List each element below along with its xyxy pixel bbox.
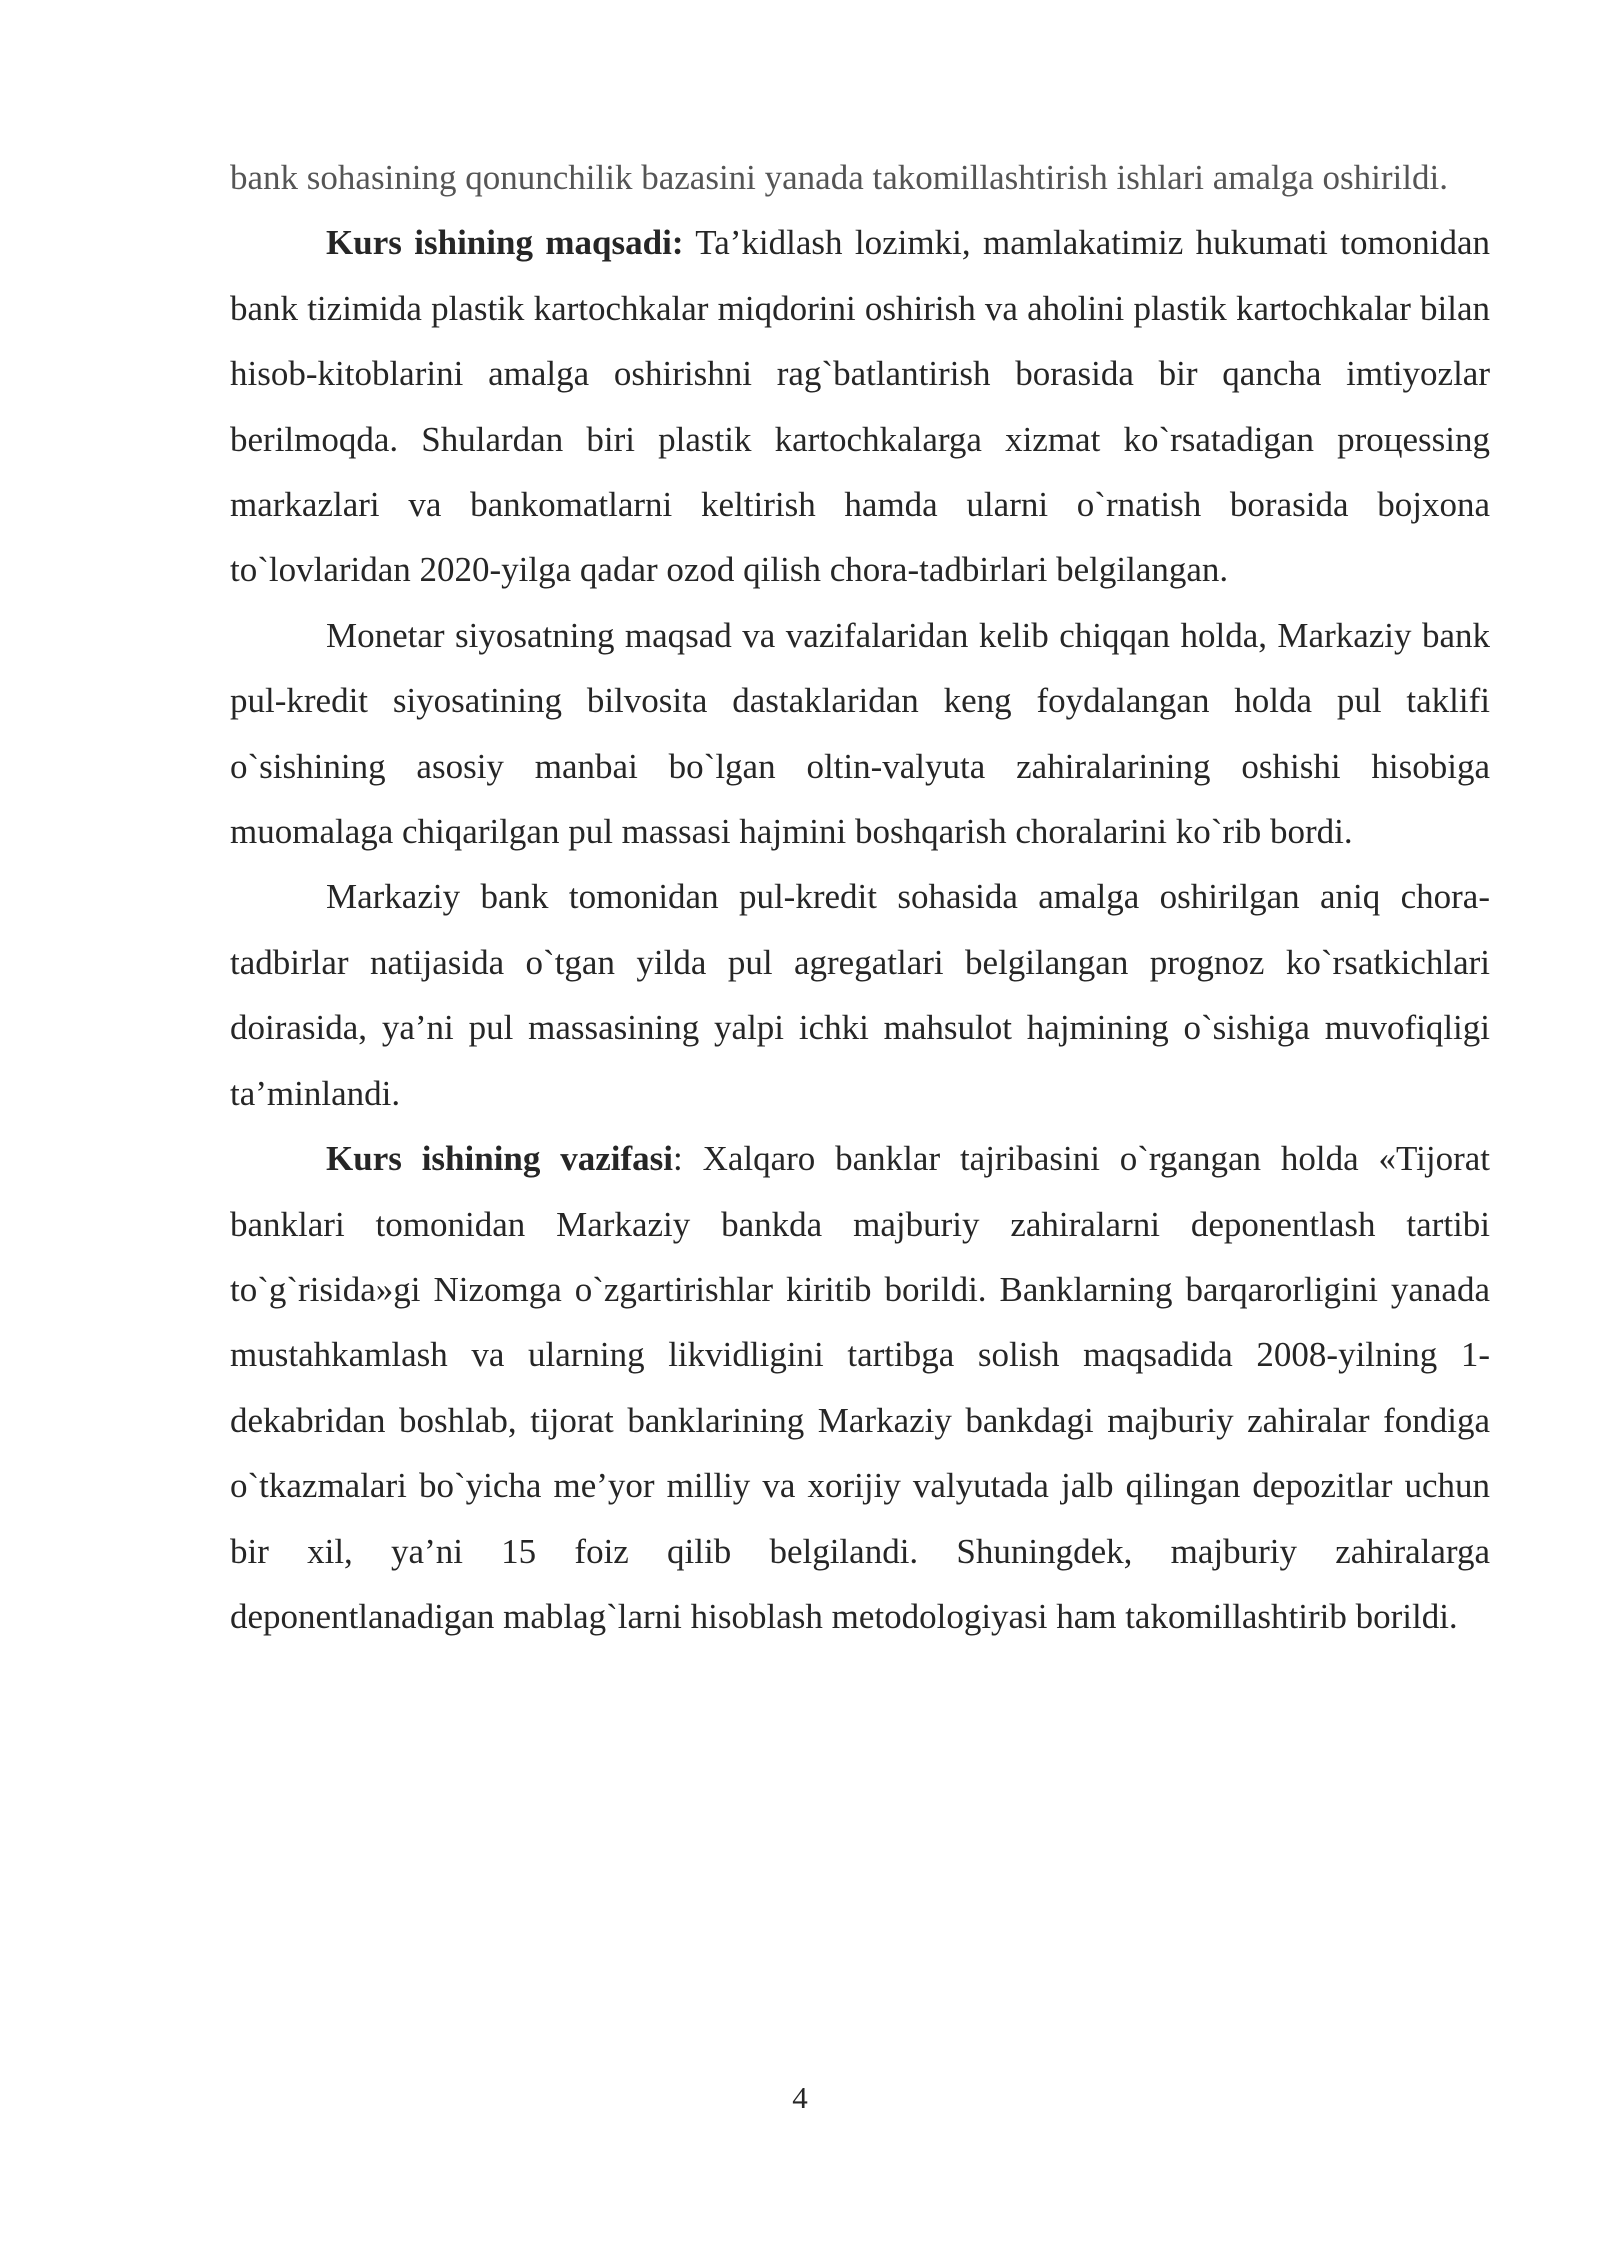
paragraph-text: Markaziy bank tomonidan pul-kredit sohasida amalga oshirilgan aniq chora-tadbirlar natijasida o`tgan yilda pul agregatlari belgilangan prognoz ko`rsatkichlari doirasida, ya’ni pul massasining yalpi ichki mahsulot hajmining o`sishiga muvofiqligi ta’minlandi.	[230, 877, 1490, 1113]
paragraph-text: : Xalqaro banklar tajribasini o`rgangan holda «Tijorat banklari tomonidan Markaziy bankda majburiy zahiralarni deponentlash tartibi to`g`risida»gi Nizomga o`zgartirishlar kiritib borildi. Banklarning barqarorligini yanada mustahkamlash va ularning likvidligini tartibga solish maqsadida 2008-yilning 1-dekabridan boshlab, tijorat banklarining Markaziy bankdagi majburiy zahiralar fondiga o`tkazmalari bo`yicha me’yor milliy va xorijiy valyutada jalb qilingan depozitlar uchun bir xil, ya’ni 15 foiz qilib belgilandi. Shuningdek, majburiy zahiralarga deponentlanadigan mablag`larni hisoblash metodologiyasi ham takomillashtirib borildi.	[230, 1139, 1490, 1636]
paragraph-course-goal	[230, 210, 1490, 602]
paragraph-continuation	[230, 145, 1490, 210]
page-number: 4	[792, 2080, 808, 2115]
paragraph-text: Monetar siyosatning maqsad va vazifalaridan kelib chiqqan holda, Markaziy bank pul-kredit siyosatining bilvosita dastaklaridan keng foydalangan holda pul taklifi o`sishining asosiy manbai bo`lgan oltin-valyuta zahiralarining oshishi hisobiga muomalaga chiqarilgan pul massasi hajmini boshqarish choralarini ko`rib bordi.	[230, 615, 1490, 852]
paragraph-course-tasks	[230, 1126, 1490, 1649]
paragraph-lead-heading: Kurs ishining maqsadi:	[326, 223, 684, 263]
paragraph-text: Ta’kidlash lozimki, mamlakatimiz hukumati tomonidan bank tizimida plastik kartochkalar miqdorini oshirish va aholini plastik kartochkalar bilan hisob-kitoblarini amalga oshirishni rag`batlantirish borasida bir qancha imtiyozlar berilmoqda. Shulardan biri plastik kartochkalarga xizmat ko`rsatadigan proцessing markazlari va bankomatlarni keltirish hamda ularni o`rnatish borasida bojxona to`lovlaridan 2020-yilga qadar ozod qilish chora-tadbirlari belgilangan.	[230, 223, 1490, 590]
paragraph-lead-heading: Kurs ishining vazifasi	[326, 1139, 673, 1179]
paragraph-central-bank-measures	[230, 864, 1490, 1126]
paragraph-text: bank sohasining qonunchilik bazasini yanada takomillashtirish ishlari amalga oshirildi.	[230, 158, 1448, 197]
page-body	[230, 145, 1490, 1649]
paragraph-monetary-policy	[230, 603, 1490, 865]
